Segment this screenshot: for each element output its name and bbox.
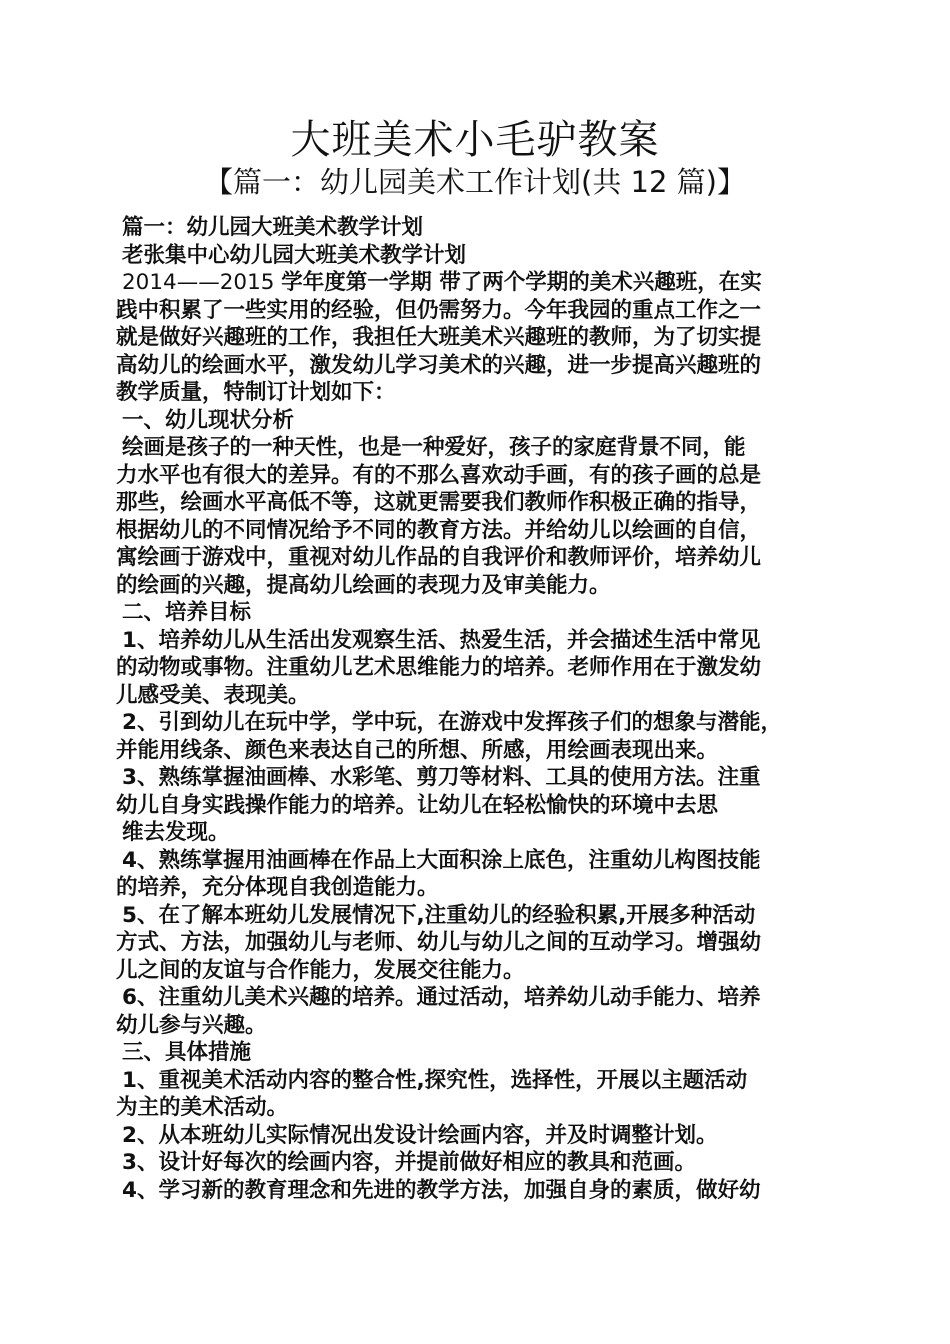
body-line-text: 教学质量，特制订计划如下： bbox=[116, 380, 396, 405]
body-line-text: 学年度第一学期 带了两个学期的美术兴趣班，在实 bbox=[281, 270, 762, 295]
body-line bbox=[116, 1039, 840, 1067]
body-line bbox=[116, 379, 840, 407]
body-line bbox=[116, 1067, 840, 1095]
document-subtitle: 【篇一：幼儿园美术工作计划(共 12 篇)】 bbox=[204, 165, 746, 199]
body-line bbox=[116, 957, 840, 985]
body-line-text: 1、重视美术活动内容的整合性,探究性，选择性，开展以主题活动 bbox=[122, 1067, 748, 1093]
body-line bbox=[116, 489, 840, 517]
body-line-text: 篇一：幼儿园大班美术教学计划 bbox=[122, 215, 424, 240]
body-line-text: 践中积累了一些实用的经验，但仍需努力。今年我园的重点工作之一 bbox=[116, 297, 762, 323]
body-line-text: 为主的美术活动。 bbox=[116, 1095, 289, 1120]
body-line bbox=[116, 764, 840, 792]
body-line bbox=[116, 214, 840, 242]
body-line-text: 儿感受美、表现美。 bbox=[116, 682, 310, 708]
body-line bbox=[116, 1012, 840, 1040]
body-line bbox=[116, 352, 840, 380]
body-line-text: 老张集中心幼儿园大班美术教学计划 bbox=[122, 242, 467, 268]
body-line bbox=[116, 819, 840, 847]
body-line bbox=[116, 462, 840, 490]
body-line-text: 根据幼儿的不同情况给予不同的教育方法。并给幼儿以绘画的自信， bbox=[116, 517, 762, 543]
year-prefix: 2014——2015 bbox=[122, 270, 282, 295]
body-line-text: 幼儿自身实践操作能力的培养。让幼儿在轻松愉快的环境中去思 bbox=[116, 792, 719, 818]
body-line-text: 就是做好兴趣班的工作，我担任大班美术兴趣班的教师，为了切实提 bbox=[116, 325, 762, 350]
body-line bbox=[116, 792, 840, 820]
body-line-text: 4、学习新的教育理念和先进的教学方法，加强自身的素质，做好幼 bbox=[122, 1177, 761, 1203]
body-line bbox=[116, 627, 840, 655]
body-line-text: 一、幼儿现状分析 bbox=[122, 407, 295, 433]
body-line bbox=[116, 517, 840, 545]
body-line bbox=[116, 709, 840, 737]
body-line-text: 维去发现。 bbox=[122, 820, 230, 845]
body-line-text: 3、熟练掌握油画棒、水彩笔、剪刀等材料、工具的使用方法。注重 bbox=[122, 765, 761, 790]
body-line-text: 5、在了解本班幼儿发展情况下,注重幼儿的经验积累,开展多种活动 bbox=[122, 902, 756, 928]
body-line bbox=[116, 929, 840, 957]
body-line bbox=[116, 874, 840, 902]
body-line-text: 2、引到幼儿在玩中学，学中玩，在游戏中发挥孩子们的想象与潜能， bbox=[122, 710, 782, 735]
document-title: 大班美术小毛驴教案 bbox=[290, 117, 660, 163]
body-line bbox=[116, 599, 840, 627]
body-line-text: 幼儿参与兴趣。 bbox=[116, 1012, 267, 1038]
body-line bbox=[116, 902, 840, 930]
body-line-text: 绘画是孩子的一种天性，也是一种爱好，孩子的家庭背景不同，能 bbox=[122, 435, 746, 460]
body-line bbox=[116, 544, 840, 572]
body-line-text: 高幼儿的绘画水平，激发幼儿学习美术的兴趣，进一步提高兴趣班的 bbox=[116, 352, 762, 378]
body-line-text: 力水平也有很大的差异。有的不那么喜欢动手画，有的孩子画的总是 bbox=[116, 462, 762, 488]
body-line-text: 三、具体措施 bbox=[122, 1040, 252, 1065]
body-line bbox=[116, 1122, 840, 1150]
body-line-text: 儿之间的友谊与合作能力，发展交往能力。 bbox=[116, 957, 525, 983]
body-line bbox=[116, 297, 840, 325]
body-line-text: 的动物或事物。注重幼儿艺术思维能力的培养。老师作用在于激发幼 bbox=[116, 655, 762, 680]
body-line bbox=[116, 1149, 840, 1177]
body-line bbox=[116, 654, 840, 682]
body-line-text: 二、培养目标 bbox=[122, 600, 252, 625]
body-line bbox=[116, 984, 840, 1012]
body-line bbox=[116, 1094, 840, 1122]
body-line bbox=[116, 407, 840, 435]
body-line-text: 4、熟练掌握用油画棒在作品上大面积涂上底色，注重幼儿构图技能 bbox=[122, 847, 761, 873]
body-line bbox=[116, 737, 840, 765]
body-line bbox=[116, 1177, 840, 1205]
body-line-text: 1、培养幼儿从生活出发观察生活、热爱生活，并会描述生活中常见 bbox=[122, 627, 761, 653]
body-line-text: 并能用线条、颜色来表达自己的所想、所感，用绘画表现出来。 bbox=[116, 737, 719, 763]
body-line bbox=[116, 682, 840, 710]
body-line bbox=[116, 242, 840, 270]
body-line-text: 6、注重幼儿美术兴趣的培养。通过活动，培养幼儿动手能力、培养 bbox=[122, 985, 761, 1010]
body-line bbox=[116, 572, 840, 600]
body-line-text: 2、从本班幼儿实际情况出发设计绘画内容，并及时调整计划。 bbox=[122, 1122, 718, 1148]
body-line bbox=[116, 434, 840, 462]
body-line-text: 3、设计好每次的绘画内容，并提前做好相应的教具和范画。 bbox=[122, 1150, 696, 1175]
body-line bbox=[116, 847, 840, 875]
body-line-text: 寓绘画于游戏中，重视对幼儿作品的自我评价和教师评价，培养幼儿 bbox=[116, 545, 762, 570]
body-line bbox=[116, 324, 840, 352]
body-line-text: 的培养，充分体现自我创造能力。 bbox=[116, 875, 439, 900]
body-line-text: 的绘画的兴趣，提高幼儿绘画的表现力及审美能力。 bbox=[116, 572, 611, 598]
body-line-text: 方式、方法，加强幼儿与老师、幼儿与幼儿之间的互动学习。增强幼 bbox=[116, 930, 762, 955]
document-body bbox=[116, 214, 840, 1204]
body-line-text: 那些，绘画水平高低不等，这就更需要我们教师作积极正确的指导， bbox=[116, 490, 762, 515]
body-line bbox=[116, 269, 840, 297]
